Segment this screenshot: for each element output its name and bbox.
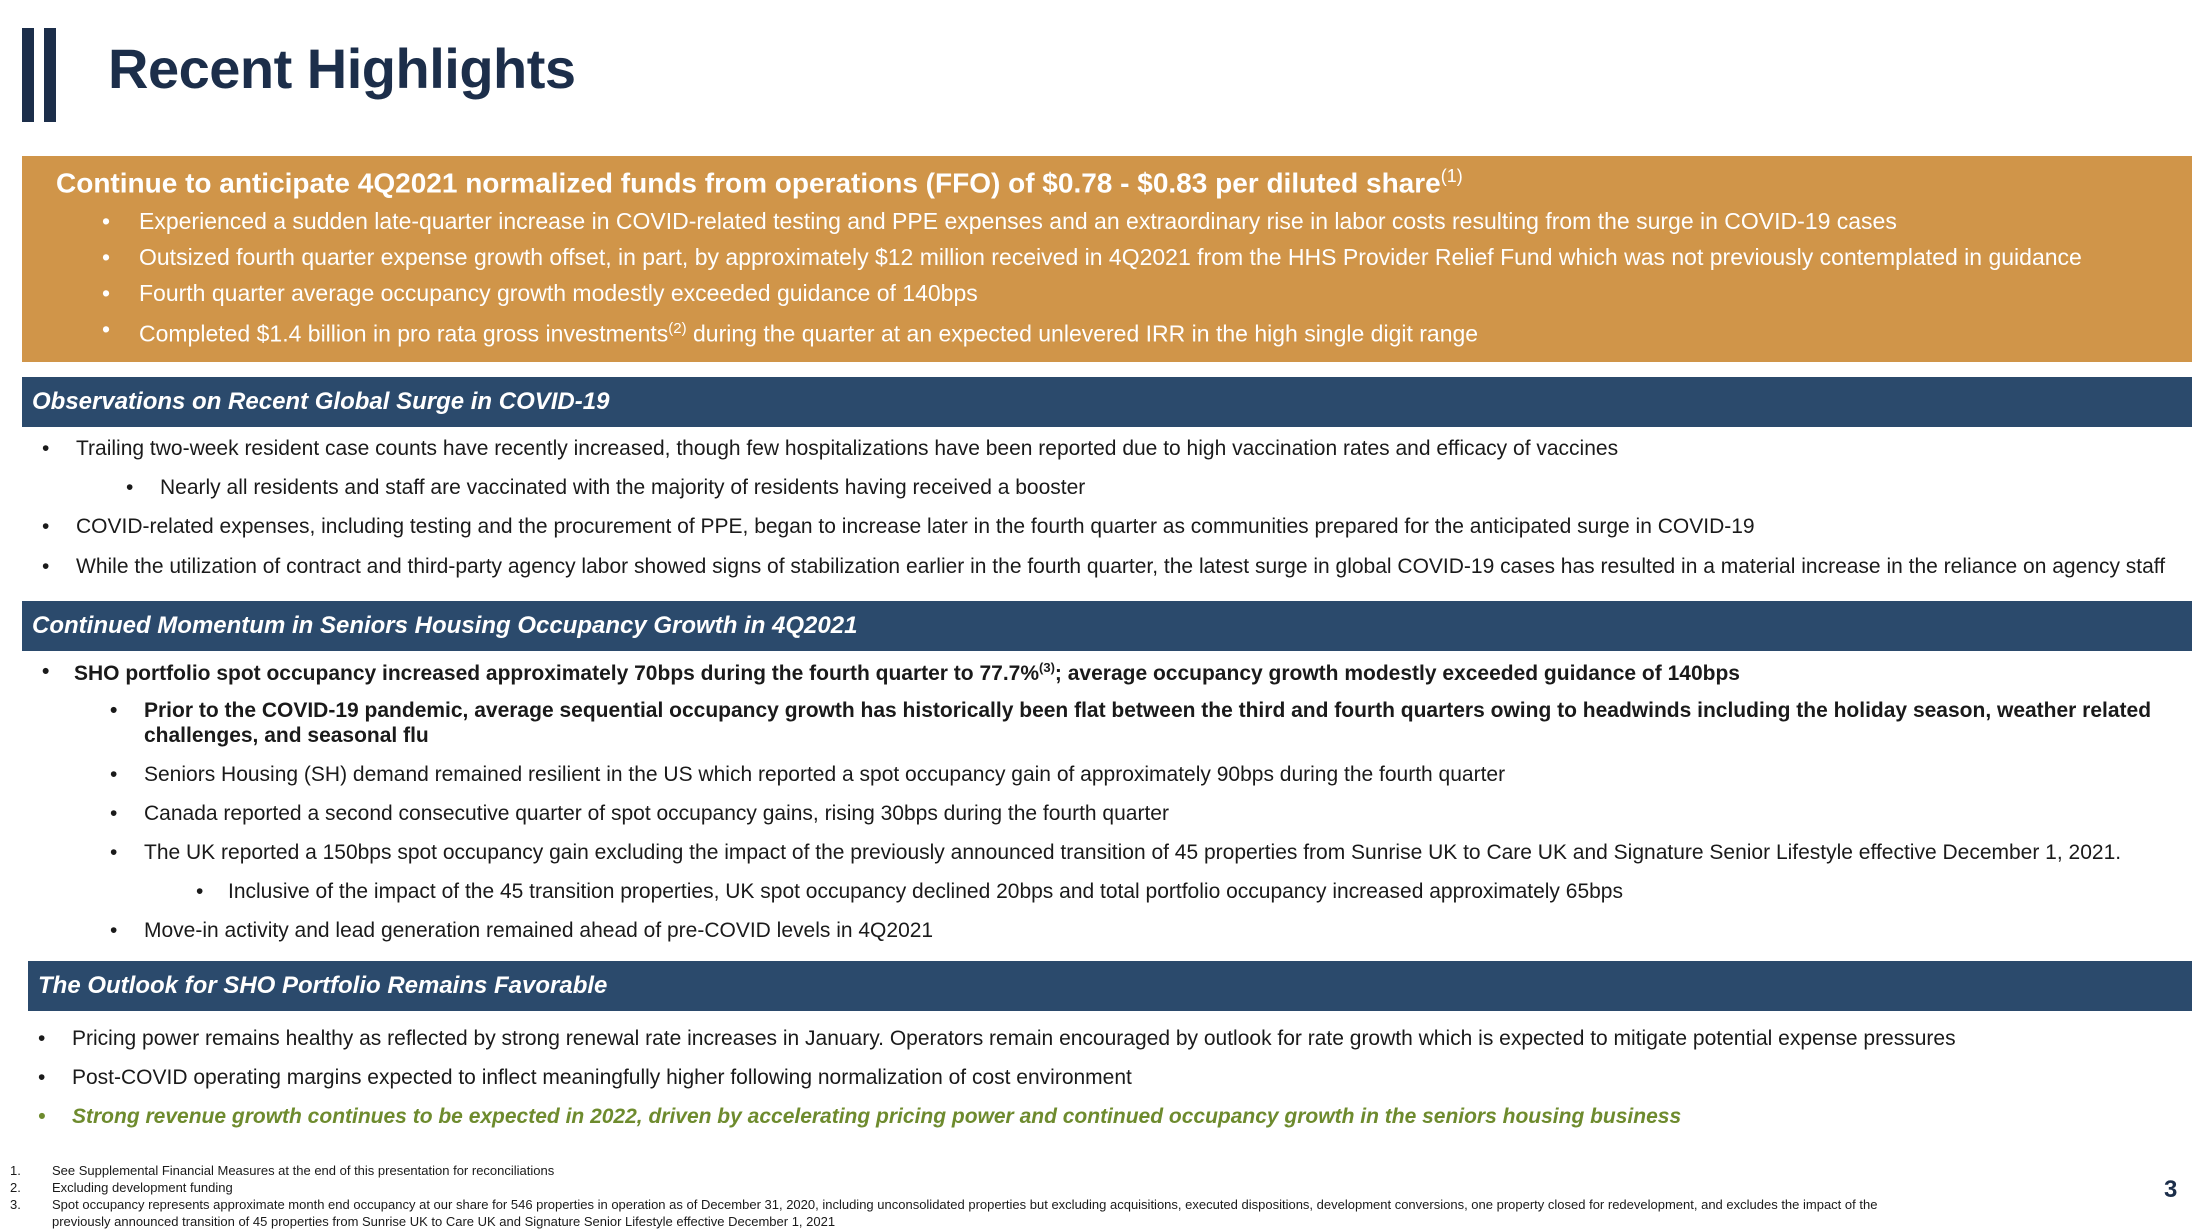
highlight-bullets <box>56 203 2192 352</box>
highlight-headline: Continue to anticipate 4Q2021 normalized funds from operations (FFO) of $0.78 - $0.83 per diluted share$^{(1)}$ <box>56 166 1463 199</box>
footnote: 1. See Supplemental Financial Measures at the end of this presentation for reconciliations <box>10 1163 555 1178</box>
logo-bar-left <box>22 28 34 122</box>
footnote-ref: (2) <box>668 320 687 338</box>
footnote-continuation: previously announced transition of 45 properties from Sunrise UK to Care UK and Signature Senior Lifestyle effective December 1, 2021 <box>52 1214 836 1229</box>
list-item: • Experienced a sudden late-quarter increase in COVID-related testing and PPE expenses and an extraordinary rise in labor costs resulting from the surge in COVID-19 cases <box>102 203 2192 239</box>
section-heading-covid: Observations on Recent Global Surge in COVID-19 <box>22 377 2192 427</box>
footnote: 3. Spot occupancy represents approximate month end occupancy at our share for 546 properties in operation as of December 31, 2020, including unconsolidated properties but excluding acquisitions, executed dispositions, development conversions, one property closed for redevelopment, and excludes the impact of the <box>10 1197 1878 1212</box>
list-item: • Outsized fourth quarter expense growth offset, in part, by approximately $12 million received in 4Q2021 from the HHS Provider Relief Fund which was not previously contemplated in guidance <box>102 239 2192 275</box>
section-heading-occupancy: Continued Momentum in Seniors Housing Occupancy Growth in 4Q2021 <box>22 601 2192 651</box>
section-heading-outlook: The Outlook for SHO Portfolio Remains Favorable <box>28 961 2192 1011</box>
page-number: 3 <box>2164 1176 2178 1203</box>
footnote-ref: (1) <box>1440 166 1463 186</box>
footnote-ref: (3) <box>1039 660 1055 675</box>
list-item: • Fourth quarter average occupancy growth modestly exceeded guidance of 140bps <box>102 275 2192 311</box>
highlight-box <box>22 156 2192 362</box>
logo-bar-right <box>44 28 56 122</box>
footnotes <box>10 1162 1877 1230</box>
footnote: 2. Excluding development funding <box>10 1180 233 1195</box>
list-item: • Completed $1.4 billion in pro rata gross investments$^{(2)}$ during the quarter at an expected unlevered IRR in the high single digit range <box>102 311 2192 352</box>
page-title: Recent Highlights <box>108 37 576 100</box>
